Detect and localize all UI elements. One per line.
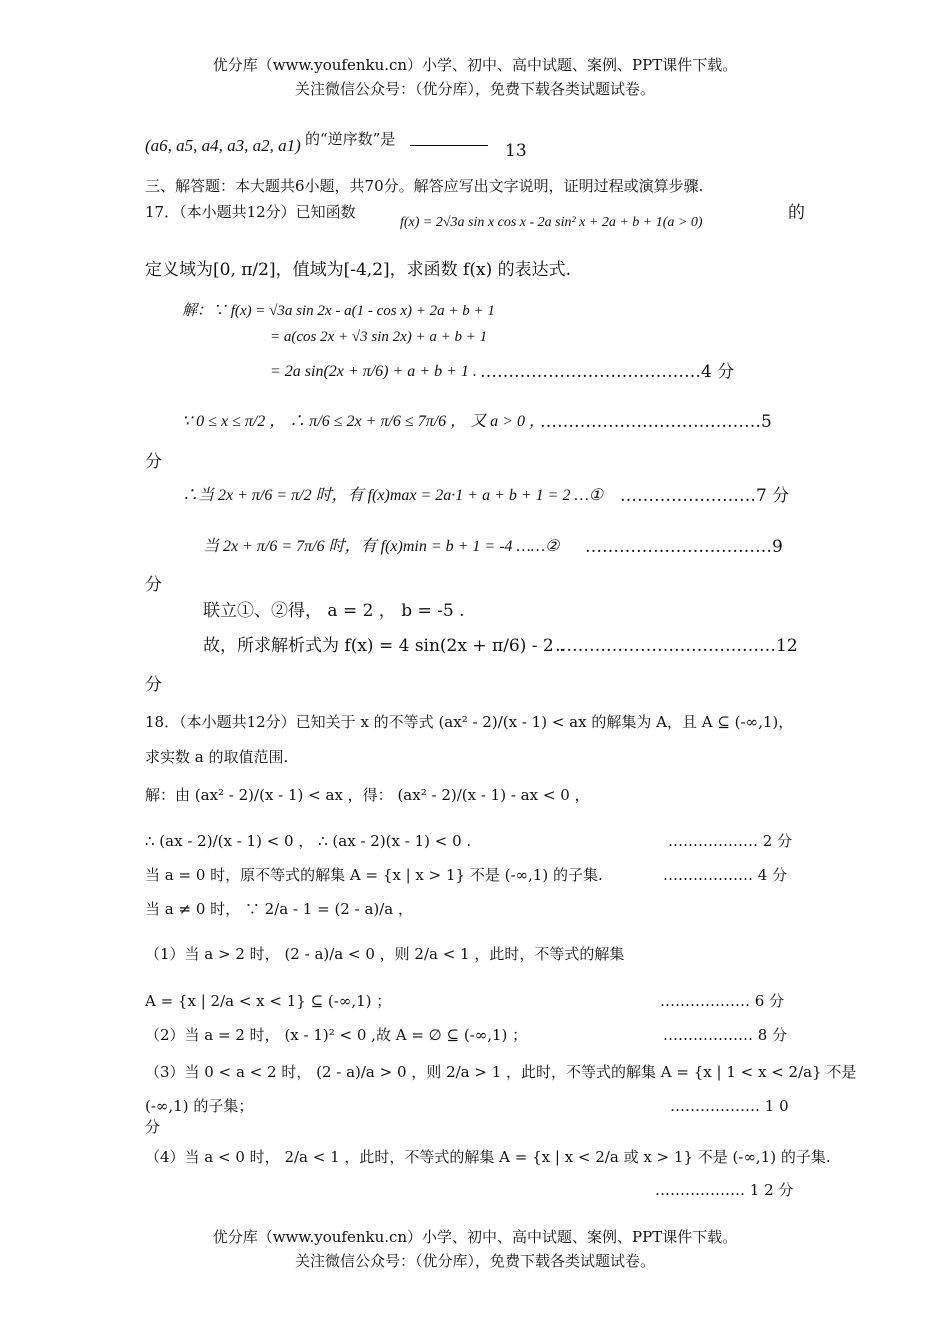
- q17-title: 17．（本小题共12分）已知函数: [145, 203, 356, 221]
- q17-de: 的: [788, 203, 805, 223]
- q16-answer: 13: [505, 141, 527, 161]
- q18-step-5: （1）当 a > 2 时， (2 - a)/a < 0 ，则 2/a < 1 ，此时，不等式的解集: [145, 945, 625, 963]
- q16-answer-blank: [410, 145, 488, 146]
- q17-solution-1: 解：∵ f(x) = √3a sin 2x - a(1 - cos x) + 2a + b + 1: [182, 303, 495, 319]
- q17-solution-7: 联立①、②得， a = 2 ， b = -5 .: [203, 601, 465, 621]
- q17-score-9: ……………………………9: [585, 537, 783, 557]
- q18-step-3: 当 a = 0 时，原不等式的解集 A = {x | x > 1} 不是 (-∞,1) 的子集.: [145, 866, 603, 884]
- q18-score-6: ……………… 6 分: [660, 992, 785, 1010]
- q18-step-6: A = {x | 2/a < x < 1} ⊆ (-∞,1) ；: [145, 992, 392, 1010]
- q18-score-12: ……………… 1 2 分: [655, 1181, 794, 1199]
- q16-sequence: (a6, a5, a4, a3, a2, a1): [145, 136, 301, 155]
- q18-score-2: ……………… 2 分: [668, 832, 793, 850]
- q18-step-11: （4）当 a < 0 时， 2/a < 1 ，此时，不等式的解集 A = {x | x < 2/a 或 x > 1} 不是 (-∞,1) 的子集.: [145, 1148, 831, 1166]
- q17-domain-range: 定义域为[0, π/2]，值域为[-4,2]，求函数 f(x) 的表达式.: [145, 260, 572, 280]
- q17-fen-1: 分: [145, 452, 162, 472]
- footer-line-2: 关注微信公众号：（优分库），免费下载各类试题试卷。: [294, 1252, 655, 1270]
- q17-fen-2: 分: [145, 575, 162, 595]
- q18-fen: 分: [145, 1118, 161, 1136]
- footer-line-1: 优分库（www.youfenku.cn）小学、初中、高中试题、案例、PPT课件下载。: [212, 1228, 738, 1246]
- q18-step-7: （2）当 a = 2 时， (x - 1)² < 0 ,故 A = ∅ ⊆ (-∞,1) ；: [145, 1026, 528, 1044]
- q18-line-2: 求实数 a 的取值范围.: [145, 748, 289, 766]
- q17-solution-6: 当 2x + π/6 = 7π/6 时，有 f(x)min = b + 1 = -4 ……②: [203, 538, 560, 555]
- q17-score-12: …………………………………12: [555, 636, 798, 656]
- q18-score-10: ……………… 1 0: [670, 1097, 789, 1115]
- q18-step-2: ∴ (ax - 2)/(x - 1) < 0 ， ∴ (ax - 2)(x - 1) < 0 .: [145, 832, 472, 850]
- q17-score-5: …………………………………5: [540, 412, 772, 432]
- q17-fen-3: 分: [145, 675, 162, 695]
- q17-solution-5: ∴当 2x + π/6 = π/2 时，有 f(x)max = 2a·1 + a + b + 1 = 2 …①: [182, 487, 604, 504]
- q18-title: 18．（本小题共12分）已知关于 x 的不等式 (ax² - 2)/(x - 1) < ax 的解集为 A，且 A ⊆ (-∞,1)，: [145, 713, 794, 731]
- q18-score-4: ……………… 4 分: [663, 866, 788, 884]
- q17-score-7: ……………………7 分: [620, 486, 790, 506]
- q18-step-9: (-∞,1) 的子集；: [145, 1097, 254, 1115]
- q16-text: 的“逆序数”是: [305, 130, 396, 148]
- q17-function: f(x) = 2√3a sin x cos x - 2a sin² x + 2a + b + 1(a > 0): [400, 215, 703, 230]
- header-line-2: 关注微信公众号：（优分库），免费下载各类试题试卷。: [294, 80, 655, 98]
- q18-score-8: ……………… 8 分: [663, 1026, 788, 1044]
- header-line-1: 优分库（www.youfenku.cn）小学、初中、高中试题、案例、PPT课件下载。: [212, 56, 738, 74]
- q18-step-8: （3）当 0 < a < 2 时， (2 - a)/a > 0 ，则 2/a > 1 ，此时，不等式的解集 A = {x | 1 < x < 2/a} 不是: [145, 1063, 857, 1081]
- q17-solution-8: 故，所求解析式为 f(x) = 4 sin(2x + π/6) - 2 .: [203, 636, 565, 656]
- q17-solution-3: = 2a sin(2x + π/6) + a + b + 1 .: [270, 363, 477, 380]
- q17-solution-2: = a(cos 2x + √3 sin 2x) + a + b + 1: [270, 329, 488, 345]
- section-3-heading: 三、解答题：本大题共6小题，共70分。解答应写出文字说明，证明过程或演算步骤.: [145, 177, 704, 195]
- q17-score-4: …………………………………4 分: [480, 362, 735, 382]
- q17-solution-4: ∵ 0 ≤ x ≤ π/2 ， ∴ π/6 ≤ 2x + π/6 ≤ 7π/6 ， 又 a > 0 ，: [182, 413, 545, 430]
- q18-step-1: 解：由 (ax² - 2)/(x - 1) < ax ，得： (ax² - 2)/(x - 1) - ax < 0 ，: [145, 786, 590, 804]
- q18-step-4: 当 a ≠ 0 时， ∵ 2/a - 1 = (2 - a)/a ，: [145, 900, 414, 918]
